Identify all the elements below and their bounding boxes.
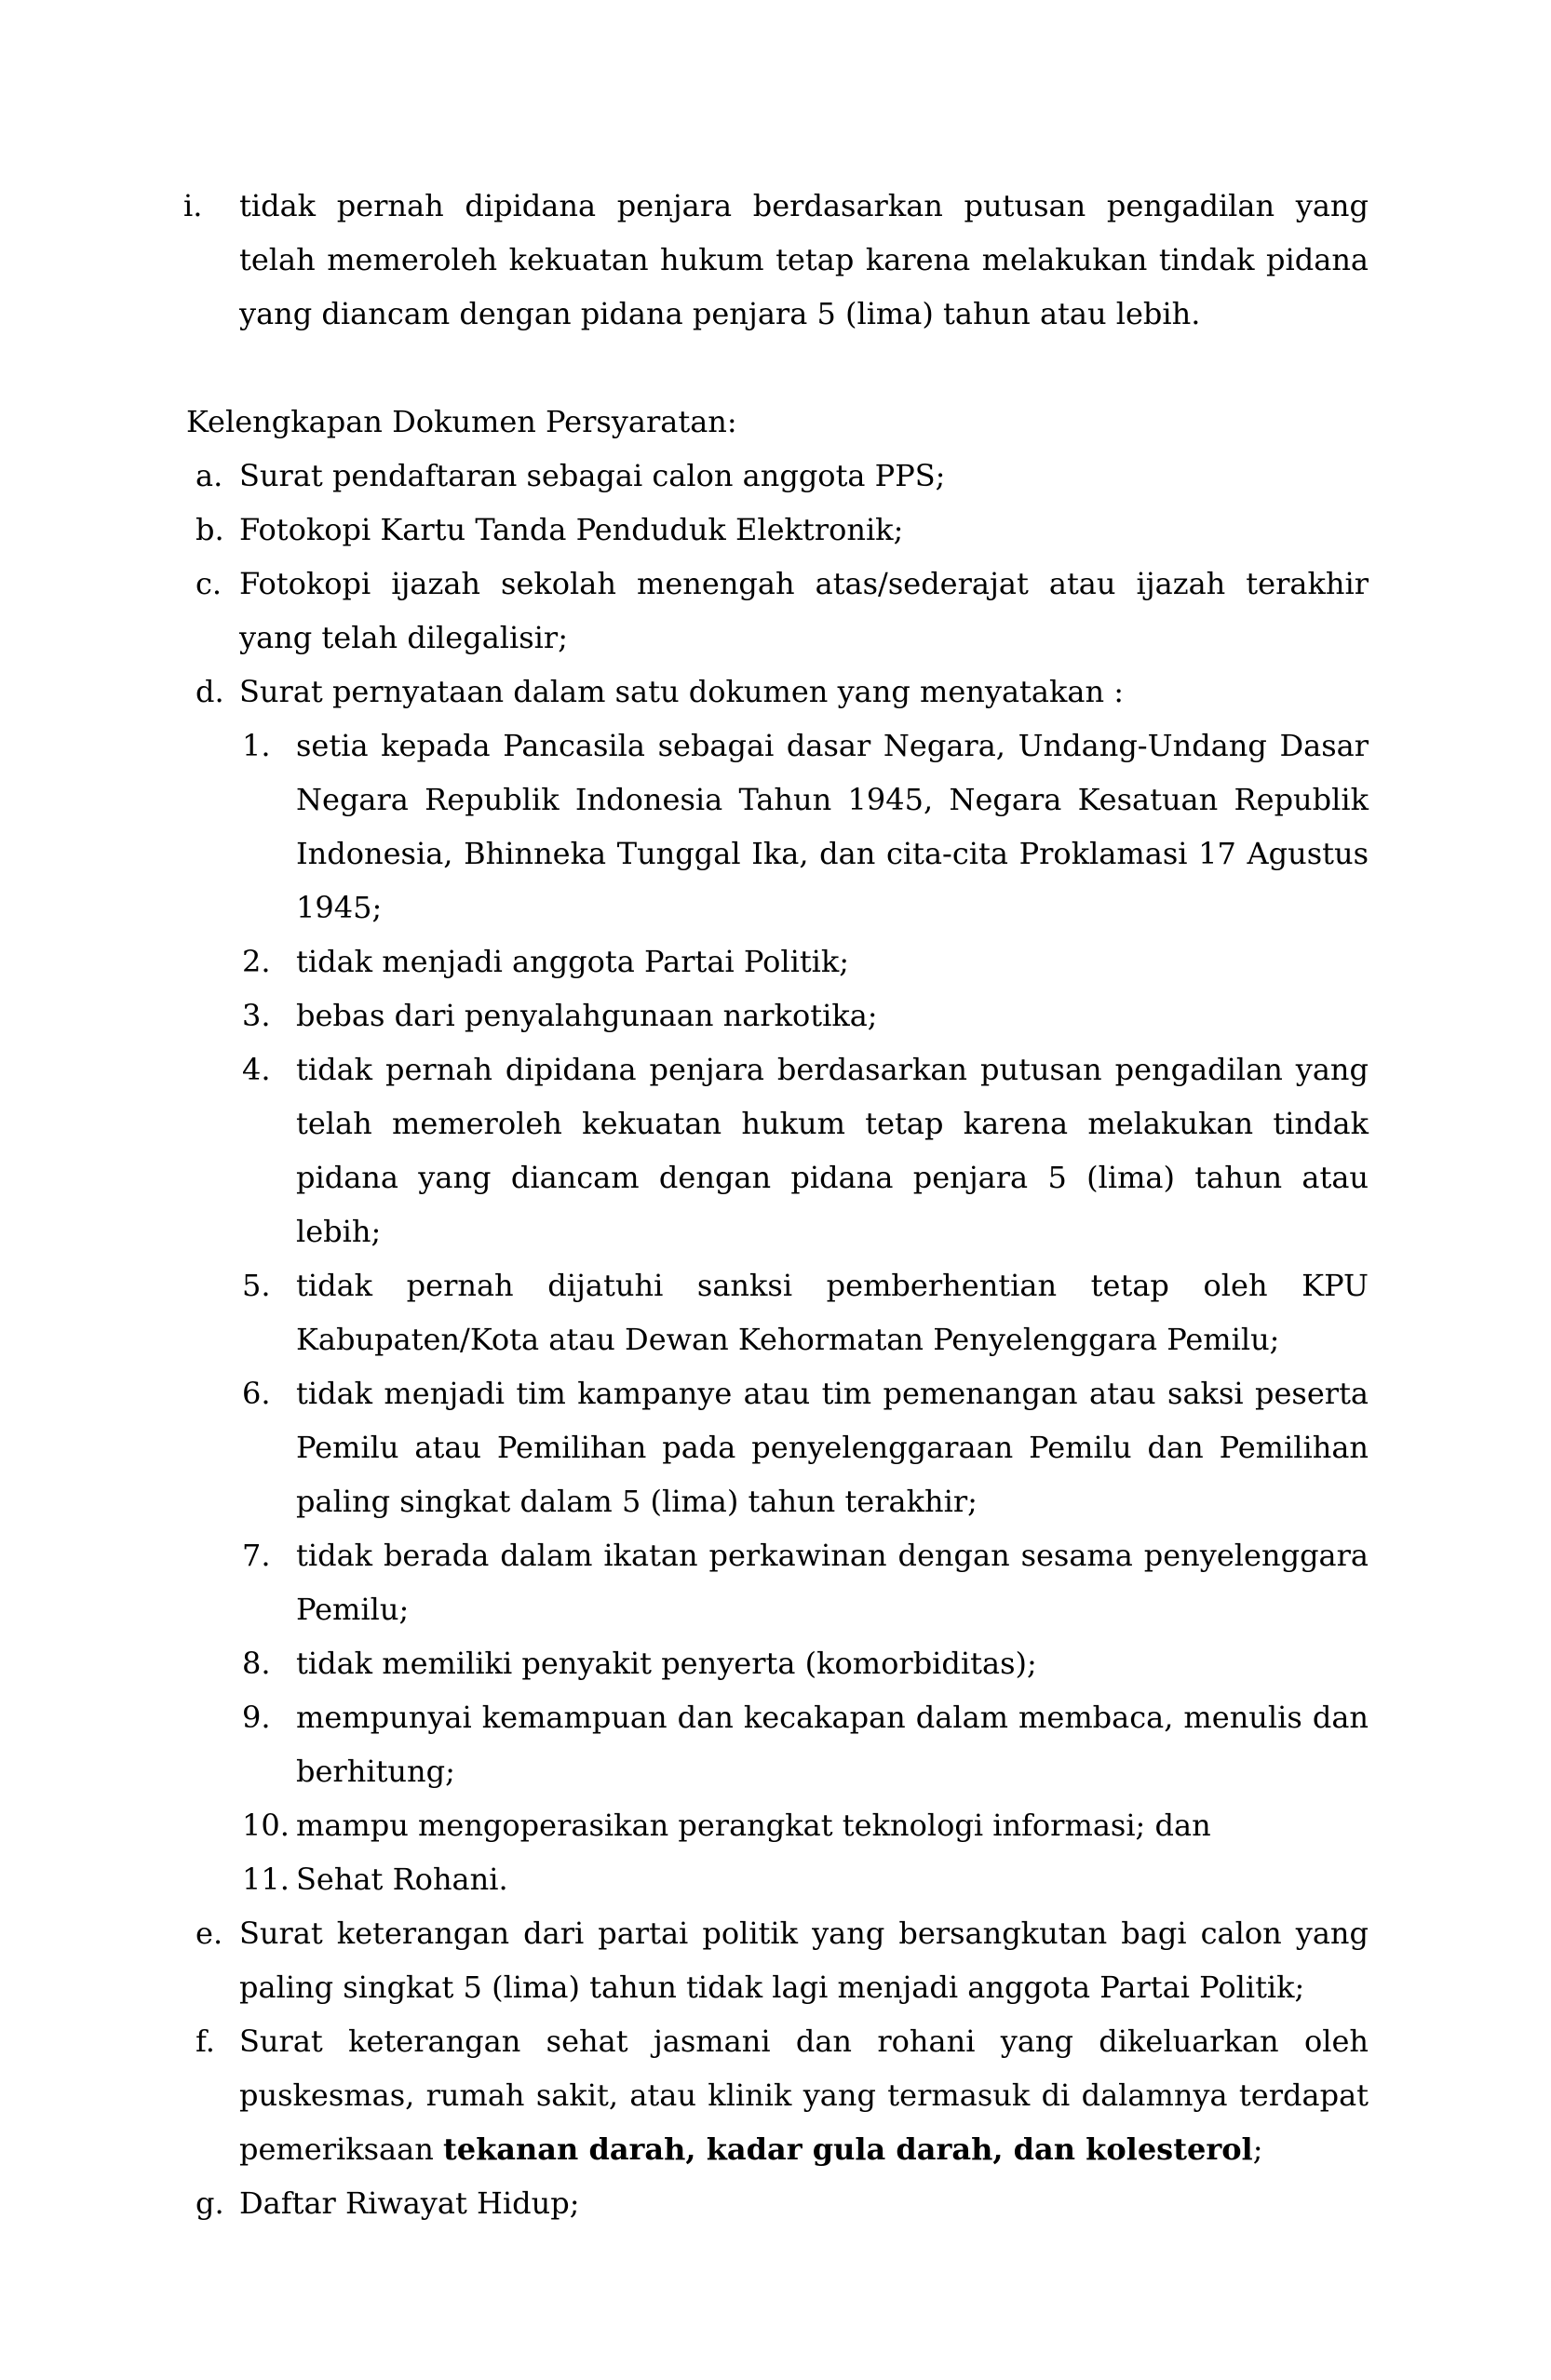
item-text: [296, 998, 878, 1033]
list-item: [242, 1798, 1369, 1852]
item-marker: i.: [183, 188, 203, 223]
text-segment: Surat pernyataan dalam satu dokumen yang menyatakan :: [239, 674, 1124, 709]
text-segment: Surat keterangan dari partai politik yang bersangkutan bagi calon yang paling singkat 5 (lima) tahun tidak lagi menjadi anggota Partai Politik;: [239, 1916, 1369, 2005]
item-text: [239, 566, 1369, 655]
item-text: [239, 1916, 1369, 2005]
text-segment: tidak memiliki penyakit penyerta (komorbiditas);: [296, 1646, 1037, 1681]
item-marker: b.: [196, 512, 224, 547]
item-marker: 9.: [242, 1700, 271, 1735]
text-segment: Sehat Rohani.: [296, 1862, 508, 1897]
list-item: [196, 2014, 1369, 2176]
item-marker: 3.: [242, 998, 271, 1033]
item-text: [296, 1808, 1211, 1843]
list-item: [242, 1852, 1369, 1906]
item-marker: 4.: [242, 1052, 271, 1087]
list-item: [242, 935, 1369, 988]
list-item: [196, 1906, 1369, 2014]
list-item: [242, 719, 1369, 935]
item-text: [296, 1700, 1369, 1789]
list-item: [196, 2176, 1369, 2230]
text-segment: tidak pernah dipidana penjara berdasarkan putusan pengadilan yang telah memeroleh kekuatan hukum tetap karena melakukan tindak pidana yang diancam dengan pidana penjara 5 (lima) tahun atau lebih.: [239, 188, 1369, 331]
item-text: [239, 188, 1369, 331]
text-segment: bebas dari penyalahgunaan narkotika;: [296, 998, 878, 1033]
text-segment: tidak pernah dijatuhi sanksi pemberhentian tetap oleh KPU Kabupaten/Kota atau Dewan Kehormatan Penyelenggara Pemilu;: [296, 1268, 1369, 1357]
text-segment: Surat pendaftaran sebagai calon anggota PPS;: [239, 458, 946, 493]
item-marker: g.: [196, 2185, 224, 2221]
item-marker: c.: [196, 566, 223, 601]
list-item: [196, 503, 1369, 557]
list-item: [242, 1258, 1369, 1366]
item-text: [296, 1376, 1369, 1519]
item-marker: a.: [196, 458, 223, 493]
item-text: [239, 458, 945, 493]
item-marker: d.: [196, 674, 224, 709]
text-segment: tidak menjadi tim kampanye atau tim pemenangan atau saksi peserta Pemilu atau Pemilihan pada penyelenggaraan Pemilu dan Pemilihan paling singkat dalam 5 (lima) tahun terakhir;: [296, 1376, 1369, 1519]
item-text: [296, 1646, 1037, 1681]
item-text: [296, 1052, 1369, 1249]
text-segment: Fotokopi Kartu Tanda Penduduk Elektronik;: [239, 512, 904, 547]
section-heading: Kelengkapan Dokumen Persyaratan:: [186, 404, 737, 439]
text-segment: tidak pernah dipidana penjara berdasarkan putusan pengadilan yang telah memeroleh kekuatan hukum tetap karena melakukan tindak pidana yang diancam dengan pidana penjara 5 (lima) tahun atau lebih;: [296, 1052, 1369, 1249]
text-segment: tekanan darah, kadar gula darah, dan kolesterol: [442, 2131, 1253, 2167]
item-marker: 7.: [242, 1538, 271, 1573]
item-text: [296, 728, 1369, 925]
list-item: [196, 665, 1369, 719]
list-item: [183, 179, 1369, 341]
item-text: [296, 1862, 508, 1897]
item-marker: e.: [196, 1916, 223, 1951]
list-item: [242, 1042, 1369, 1258]
item-marker: 10.: [242, 1808, 290, 1843]
item-text: [296, 944, 849, 979]
list-item: [196, 557, 1369, 665]
item-marker: 8.: [242, 1646, 271, 1681]
item-marker: 6.: [242, 1376, 271, 1411]
item-text: [239, 2024, 1369, 2167]
text-segment: tidak berada dalam ikatan perkawinan dengan sesama penyelenggara Pemilu;: [296, 1538, 1369, 1627]
item-text: [296, 1538, 1369, 1627]
item-marker: 11.: [242, 1862, 290, 1897]
text-segment: mampu mengoperasikan perangkat teknologi informasi; dan: [296, 1808, 1211, 1843]
item-text: [296, 1268, 1369, 1357]
list-item: [196, 449, 1369, 503]
document-content: [183, 179, 1369, 2230]
item-marker: 5.: [242, 1268, 271, 1303]
item-marker: 1.: [242, 728, 271, 763]
list-item: [242, 1690, 1369, 1798]
item-text: [239, 674, 1124, 709]
list-item: [242, 1366, 1369, 1528]
text-segment: Daftar Riwayat Hidup;: [239, 2185, 580, 2221]
item-marker: f.: [196, 2024, 215, 2059]
list-item: [242, 1636, 1369, 1690]
text-segment: mempunyai kemampuan dan kecakapan dalam membaca, menulis dan berhitung;: [296, 1700, 1369, 1789]
list-item: [242, 1528, 1369, 1636]
item-marker: 2.: [242, 944, 271, 979]
item-text: [239, 512, 903, 547]
text-segment: Surat keterangan sehat jasmani dan rohani yang dikeluarkan oleh puskesmas, rumah sakit, atau klinik yang termasuk di dalamnya terdapat pemeriksaan: [239, 2024, 1369, 2167]
item-text: [239, 2185, 579, 2221]
text-segment: setia kepada Pancasila sebagai dasar Negara, Undang-Undang Dasar Negara Republik Indonesia Tahun 1945, Negara Kesatuan Republik Indonesia, Bhinneka Tunggal Ika, dan cita-cita Proklamasi 17 Agustus 1945;: [296, 728, 1369, 925]
list-item: [242, 988, 1369, 1042]
text-segment: Fotokopi ijazah sekolah menengah atas/sederajat atau ijazah terakhir yang telah dilegalisir;: [239, 566, 1369, 655]
text-segment: ;: [1252, 2131, 1263, 2167]
text-segment: tidak menjadi anggota Partai Politik;: [296, 944, 850, 979]
